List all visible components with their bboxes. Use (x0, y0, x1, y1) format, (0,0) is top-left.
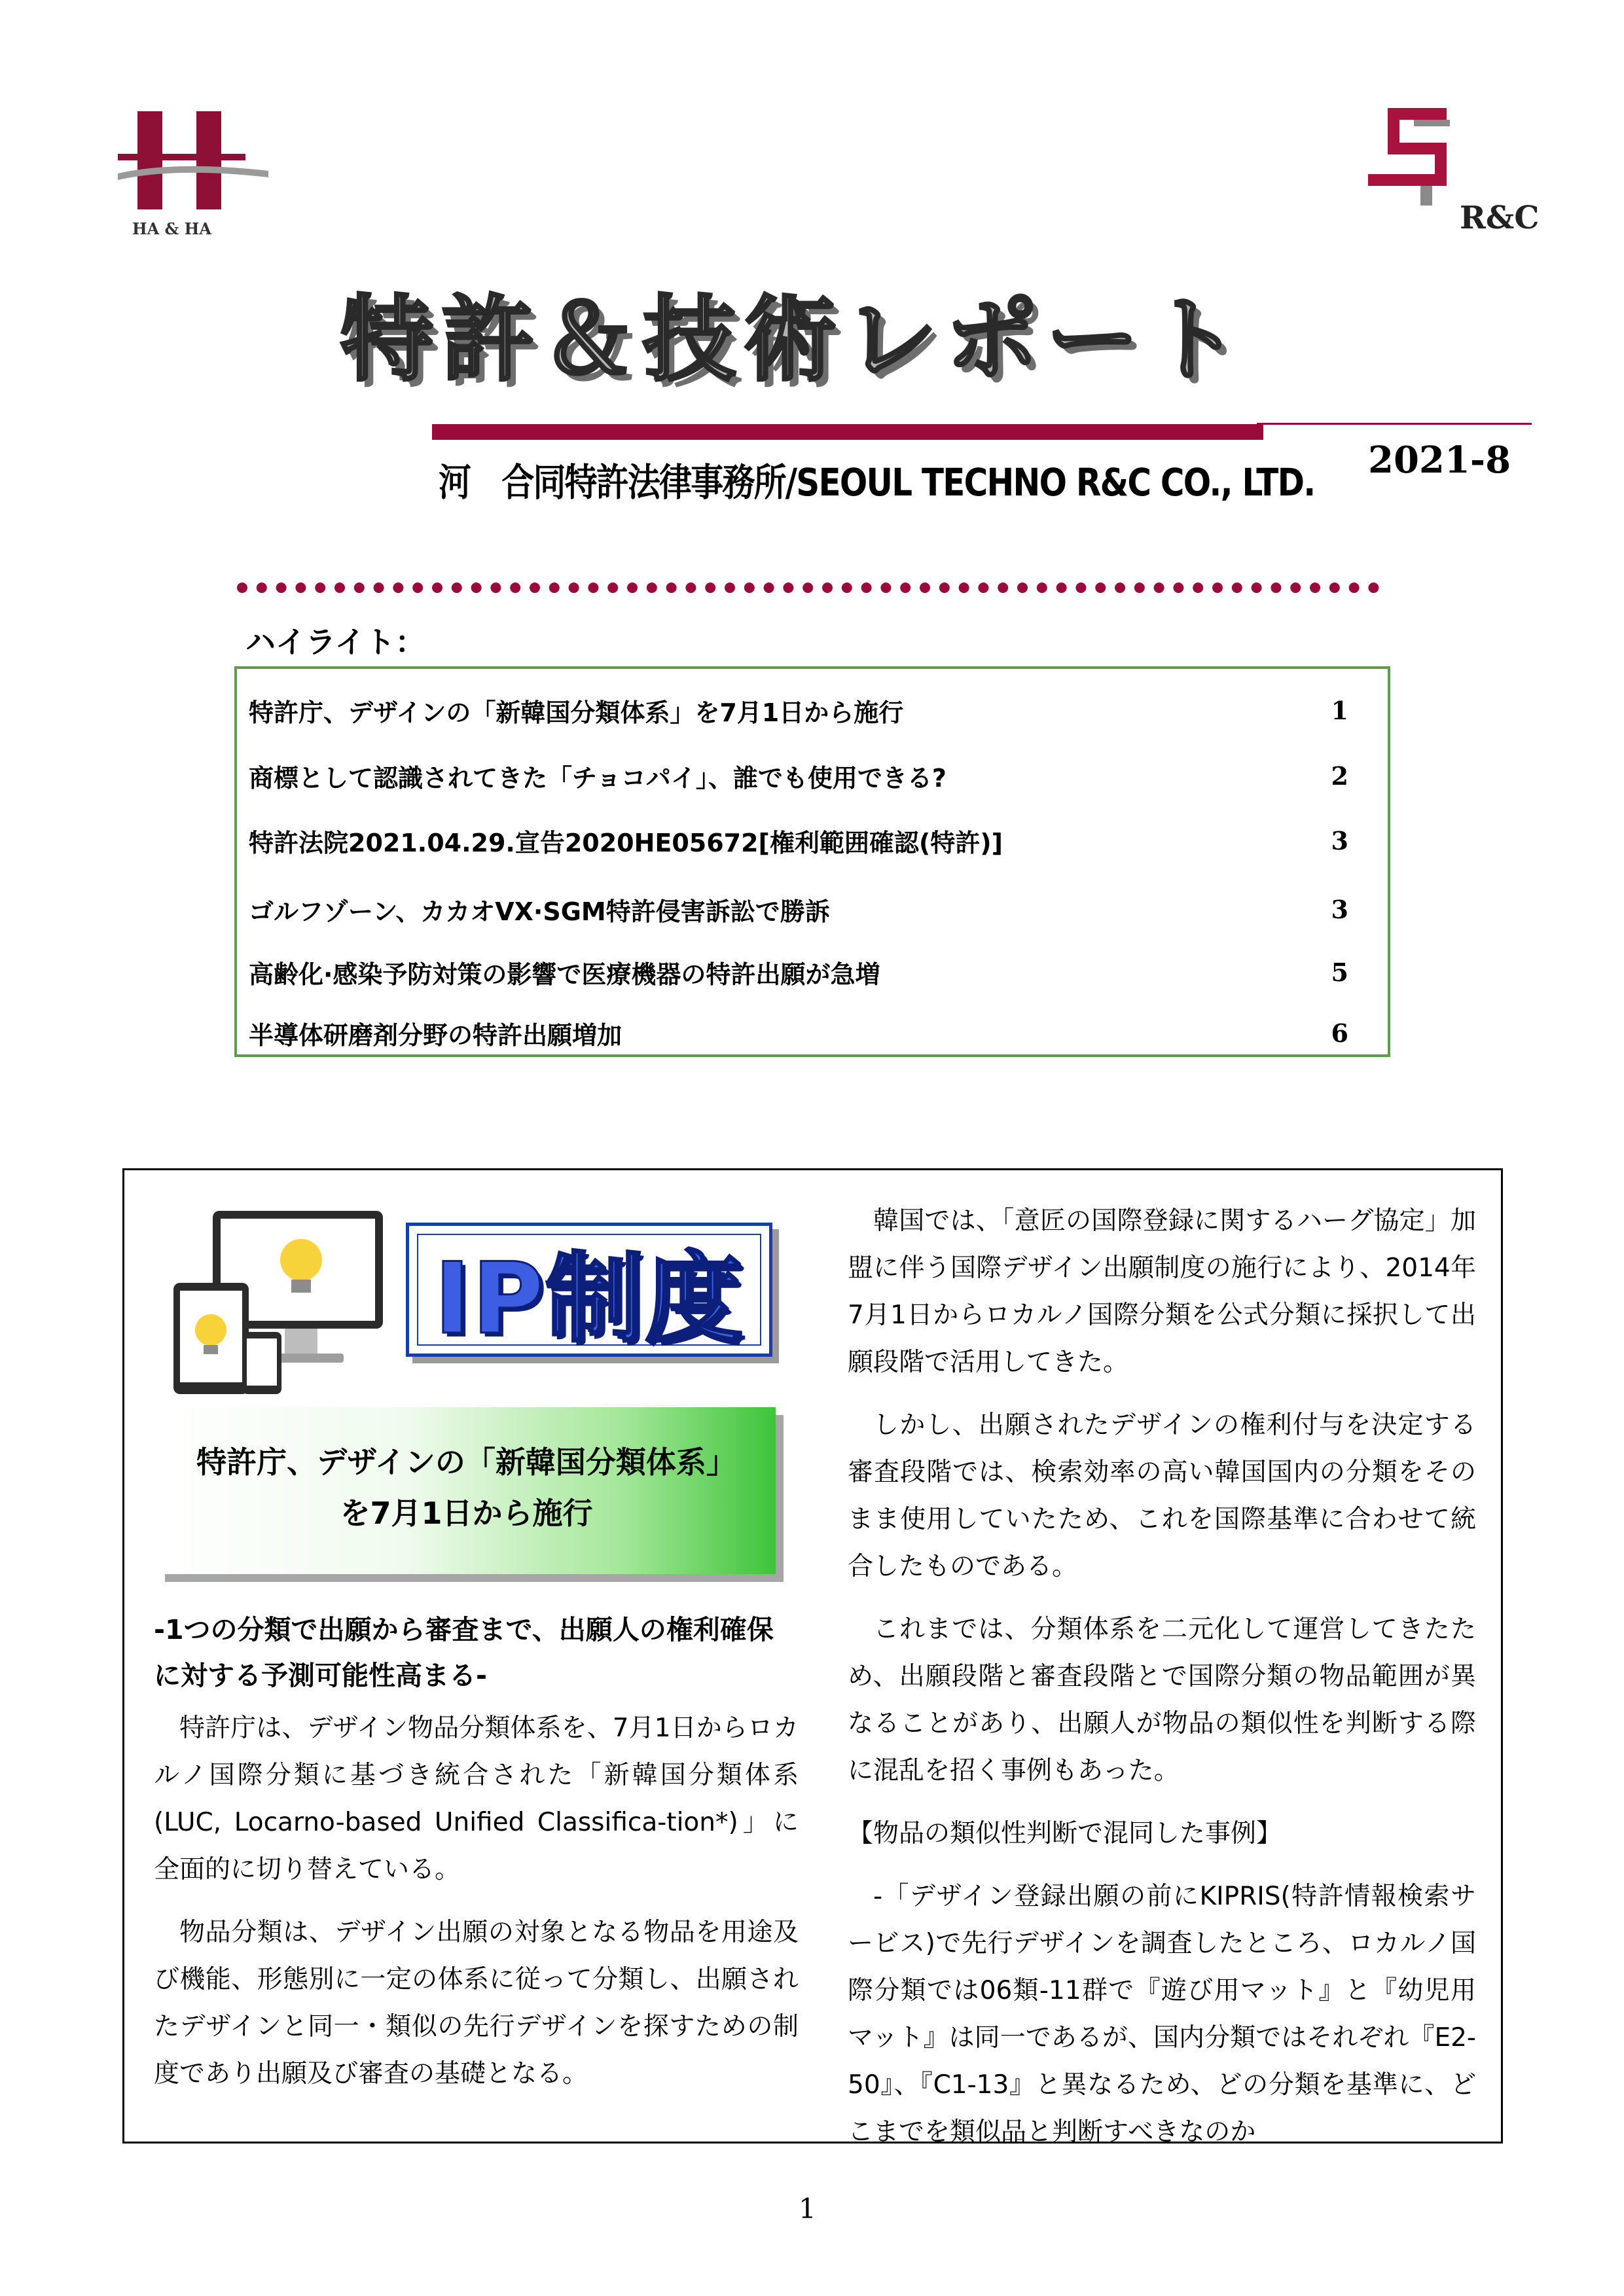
divider-dot (588, 583, 598, 593)
divider-dot (666, 583, 677, 593)
report-title: 特許＆技術レポート (340, 286, 1248, 394)
highlight-page: 6 (1331, 1018, 1348, 1048)
divider-dot (920, 583, 930, 593)
ha-logo-caption: HA & HA (132, 219, 211, 238)
body-paragraph: 韓国では、「意匠の国際登録に関するハーグ協定」加盟に伴う国際デザイン出願制度の施行により、2014年7月1日からロカルノ国際分類を公式分類に採択して出願段階で活用してきた。 (848, 1206, 1476, 1377)
highlight-title: ゴルフゾーン、カカオVX·SGM特許侵害訴訟で勝訴 (249, 897, 830, 926)
divider-dot (237, 583, 247, 593)
highlights-label: ハイライト： (245, 624, 425, 660)
st-logo-mark-icon (1362, 105, 1460, 209)
title-underline-bar (432, 424, 1263, 440)
divider-dot (452, 583, 462, 593)
highlights-box (234, 666, 1390, 1057)
dotted-divider (236, 581, 1388, 594)
divider-dot (471, 583, 482, 593)
divider-dot (1154, 583, 1164, 593)
divider-dot (998, 583, 1008, 593)
divider-dot (842, 583, 852, 593)
divider-dot (861, 583, 872, 593)
page-number: 1 (799, 2193, 816, 2225)
headline-box (157, 1407, 776, 1574)
divider-dot (627, 583, 638, 593)
divider-dot (764, 583, 774, 593)
highlight-title: 特許法院2021.04.29.宣告2020HE05672[権利範囲確認(特許)] (249, 828, 1003, 857)
divider-dot (1212, 583, 1223, 593)
divider-dot (647, 583, 657, 593)
divider-dot (939, 583, 950, 593)
divider-dot (1329, 583, 1340, 593)
headline-line-2: を7月1日から施行 (340, 1496, 593, 1531)
divider-dot (1232, 583, 1242, 593)
body-paragraph: 物品分類は、デザイン出願の対象となる物品を用途及び機能、形態別に一定の体系に従って分類し、出願されたデザインと同一・類似の先行デザインを探すための制度であり出願及び審査の基礎となる。 (154, 1918, 799, 2089)
divider-dot (900, 583, 911, 593)
highlight-page: 3 (1331, 894, 1348, 924)
divider-dot (1075, 583, 1086, 593)
st-logo-caption: R&C (1460, 200, 1540, 236)
divider-dot (549, 583, 560, 593)
divider-dot (725, 583, 735, 593)
category-label: IP制度 (434, 1242, 744, 1356)
divider-dot (1056, 583, 1067, 593)
highlight-title: 半導体研磨剤分野の特許出願増加 (249, 1020, 623, 1050)
highlight-page: 5 (1331, 957, 1348, 987)
article-left-column (154, 1705, 799, 2098)
divider-dot (374, 583, 384, 593)
divider-dot (607, 583, 618, 593)
category-banner (406, 1223, 772, 1357)
divider-dot (1134, 583, 1145, 593)
highlight-item[interactable] (249, 1013, 1348, 1052)
title-underline-thin (1257, 423, 1532, 425)
divider-dot (569, 583, 579, 593)
divider-dot (822, 583, 833, 593)
highlight-title: 高齢化·感染予防対策の影響で医療機器の特許出願が急増 (249, 960, 880, 989)
highlight-page: 3 (1331, 825, 1348, 855)
divider-dot (315, 583, 325, 593)
highlight-title: 特許庁、デザインの「新韓国分類体系」を7月1日から施行 (249, 698, 904, 727)
highlight-item[interactable] (249, 821, 1348, 860)
divider-dot (530, 583, 540, 593)
article-right-column (848, 1198, 1476, 2156)
divider-dot (1349, 583, 1360, 593)
divider-dot (510, 583, 520, 593)
divider-dot (783, 583, 793, 593)
divider-dot (685, 583, 696, 593)
divider-dot (1252, 583, 1262, 593)
divider-dot (295, 583, 306, 593)
devices-lightbulb-icon (167, 1204, 389, 1401)
case-heading: 【物品の類似性判断で混同した事例】 (848, 1819, 1282, 1848)
divider-dot (432, 583, 442, 593)
body-paragraph: 特許庁は、デザイン物品分類体系を、7月1日からロカルノ国際分類に基づき統合された「新韓国分類体系(LUC, Locarno-based Unified Classifica-tion*)」に全面的に切り替えている。 (154, 1713, 799, 1884)
highlight-item[interactable] (249, 756, 1348, 795)
divider-dot (334, 583, 345, 593)
highlight-page: 2 (1331, 761, 1348, 791)
highlight-item[interactable] (249, 691, 1348, 730)
divider-dot (412, 583, 423, 593)
divider-dot (880, 583, 891, 593)
divider-dot (959, 583, 969, 593)
divider-dot (257, 583, 267, 593)
body-paragraph: これまでは、分類体系を二元化して運営してきたため、出願段階と審査段階とで国際分類の物品範囲が異なることがあり、出願人が物品の類似性を判断する際に混乱を招く事例もあった。 (848, 1615, 1476, 1785)
divider-dot (1271, 583, 1281, 593)
divider-dot (1193, 583, 1203, 593)
divider-dot (1017, 583, 1028, 593)
divider-dot (1290, 583, 1301, 593)
body-paragraph: しかし、出願されたデザインの権利付与を決定する審査段階では、検索効率の高い韓国国内の分類をそのまま使用していたため、これを国際基準に合わせて統合したものである。 (848, 1410, 1476, 1581)
divider-dot (276, 583, 287, 593)
divider-dot (1095, 583, 1106, 593)
divider-dot (1173, 583, 1183, 593)
ha-logo-mark-icon (111, 108, 275, 219)
divider-dot (705, 583, 715, 593)
divider-dot (490, 583, 501, 593)
highlight-title: 商標として認識されてきた「チョコパイ」、誰でも使用できる? (249, 763, 947, 793)
issue-number: 2021-8 (1368, 439, 1511, 482)
divider-dot (354, 583, 365, 593)
divider-dot (393, 583, 403, 593)
divider-dot (1310, 583, 1320, 593)
article-subheading: -1つの分類で出願から審査まで、出願人の権利確保に対する予測可能性高まる- (154, 1614, 774, 1691)
headline-line-1: 特許庁、デザインの「新韓国分類体系」 (196, 1444, 736, 1480)
divider-dot (744, 583, 755, 593)
divider-dot (803, 583, 813, 593)
highlight-item[interactable] (249, 952, 1348, 992)
ha-and-ha-logo (111, 108, 275, 239)
highlight-item[interactable] (249, 889, 1348, 929)
divider-dot (978, 583, 988, 593)
highlight-page: 1 (1331, 695, 1348, 725)
seoul-techno-logo (1362, 105, 1558, 249)
firm-name: 河 合同特許法律事務所/SEOUL TECHNO R&C CO., LTD. (439, 460, 1315, 505)
case-text: -「デザイン登録出願の前にKIPRIS(特許情報検索サービス)で先行デザインを調査したところ、ロカルノ国際分類では06類-11群で『遊び用マット』と『幼児用マット』は同一であるが、国内分類ではそれぞれ『E2-50』、『C1-13』と異なるため、どの分類を基準に、どこまでを類似品と判断すべきなのか (848, 1882, 1476, 2147)
divider-dot (1115, 583, 1125, 593)
divider-dot (1037, 583, 1047, 593)
divider-dot (1368, 583, 1379, 593)
